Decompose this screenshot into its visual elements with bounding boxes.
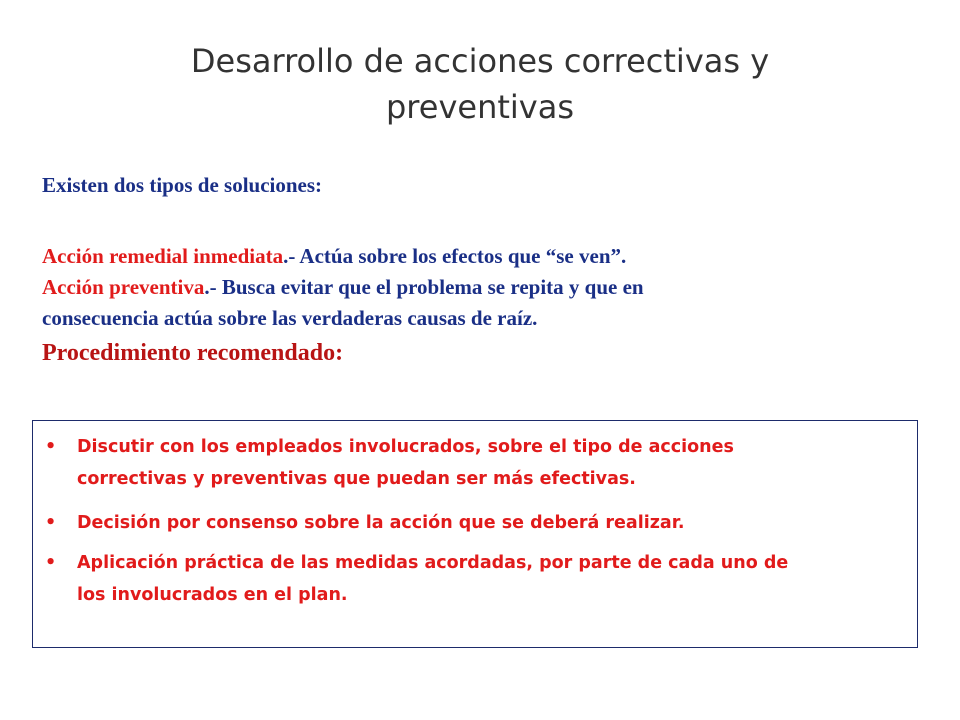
- preventive-action-line: [42, 272, 922, 303]
- remedial-action-label: Acción remedial inmediata: [42, 244, 284, 268]
- preventive-action-text-2: consecuencia actúa sobre las verdaderas causas de raíz.: [42, 306, 538, 330]
- procedure-item-line: los involucrados en el plan.: [77, 585, 348, 605]
- slide-title-line-1: Desarrollo de acciones correctivas y: [190, 42, 770, 80]
- remedial-action-line: [42, 241, 922, 272]
- bullet-icon: •: [45, 553, 57, 573]
- procedure-item-text: [77, 431, 912, 495]
- preventive-action-text-1: .- Busca evitar que el problema se repita y que en: [204, 275, 644, 299]
- preventive-action-label: Acción preventiva: [42, 275, 205, 299]
- bullet-icon: •: [45, 437, 57, 457]
- procedure-box: [32, 420, 918, 648]
- slide-title-line-2: preventivas: [385, 88, 574, 126]
- procedure-heading: Procedimiento recomendado:: [42, 340, 344, 366]
- procedure-item-text: [77, 547, 912, 611]
- bullet-icon: •: [45, 513, 57, 533]
- procedure-item-line: Aplicación práctica de las medidas acordadas, por parte de cada uno de: [77, 553, 789, 573]
- procedure-item-line: Decisión por consenso sobre la acción que se deberá realizar.: [77, 513, 685, 533]
- procedure-item-text: [77, 507, 912, 539]
- procedure-item-line: Discutir con los empleados involucrados, sobre el tipo de acciones: [77, 437, 734, 457]
- slide-title: [120, 38, 840, 130]
- intro-spacer: [42, 201, 922, 241]
- remedial-action-text: .- Actúa sobre los efectos que “se ven”.: [283, 244, 627, 268]
- intro-heading: Existen dos tipos de soluciones:: [42, 173, 323, 197]
- intro-section: [42, 170, 922, 369]
- procedure-item-line: correctivas y preventivas que puedan ser más efectivas.: [77, 469, 636, 489]
